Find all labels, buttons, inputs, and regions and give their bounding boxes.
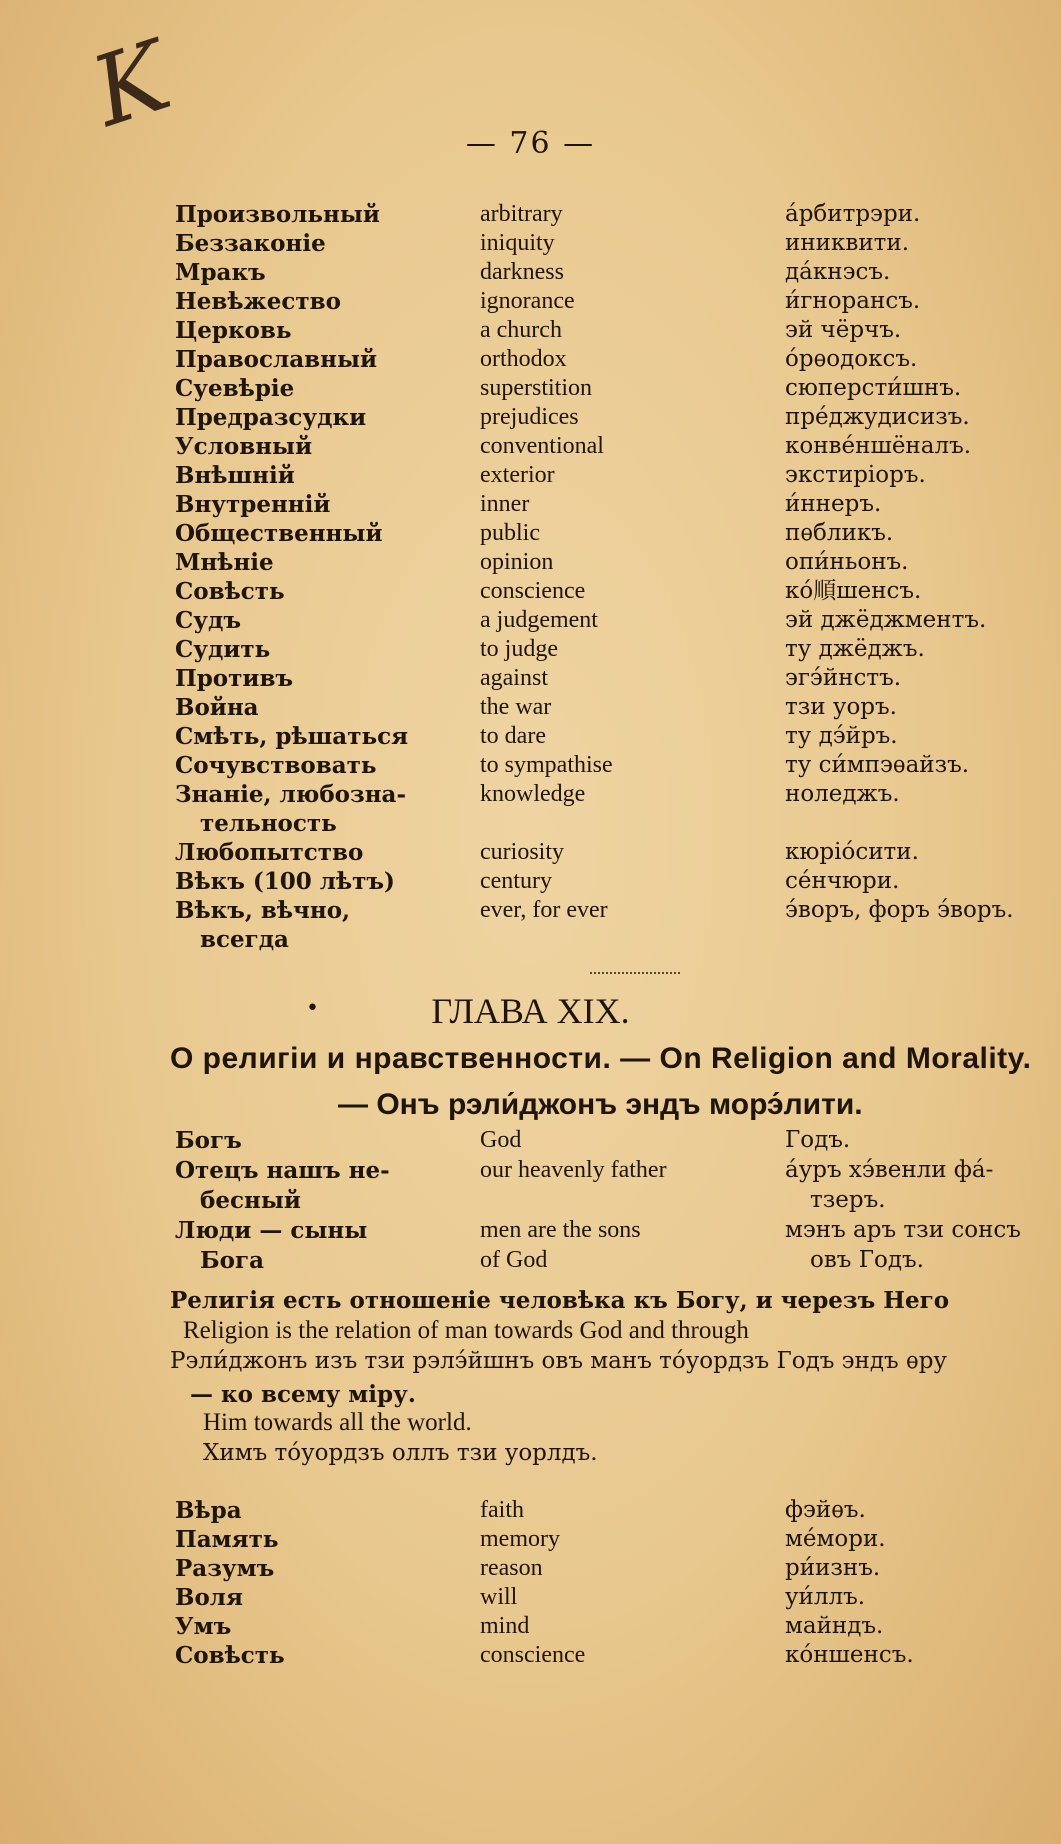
vocab-tr: сюперсти́шнъ. (785, 375, 962, 401)
vocab-en: the war (480, 694, 552, 720)
vocab-en: exterior (480, 462, 555, 488)
vocab-tr: эй чёрчъ. (785, 317, 902, 343)
vocab-en: ignorance (480, 288, 575, 314)
vocab-en: to dare (480, 723, 546, 749)
vocab-ru: Беззаконіе (175, 230, 326, 257)
vocab-tr: ту дэ́йръ. (785, 723, 898, 749)
handwritten-mark: K (79, 19, 183, 149)
vocab-ru: Умъ (175, 1613, 232, 1640)
vocab-ru: Разумъ (175, 1555, 275, 1582)
vocab-tr: тзи уоръ. (785, 694, 897, 720)
vocab-tr: се́нчюри. (785, 868, 900, 894)
vocab-ru: Вѣра (175, 1497, 242, 1524)
vocab-en: mind (480, 1613, 530, 1639)
vocab-tr: ко́ншенсъ. (785, 1642, 914, 1668)
vocab-en: faith (480, 1497, 524, 1523)
vocab-ru: Судить (175, 636, 271, 663)
page-number: — 76 — (465, 126, 596, 161)
vocab-tr: конве́ншёналъ. (785, 433, 972, 459)
vocab-en: to sympathise (480, 752, 613, 778)
vocab-ru: Предразсудки (175, 404, 367, 431)
vocab-ru: Произвольный (175, 201, 380, 228)
vocab-en: men are the sons (480, 1217, 641, 1243)
vocab-ru: Богъ (175, 1127, 242, 1154)
vocab-tr: пѳбликъ. (785, 520, 894, 546)
vocab-en: darkness (480, 259, 564, 285)
vocab-en: arbitrary (480, 201, 563, 227)
section-heading: О религіи и нравственности. — On Religion and Morality. (170, 1042, 1032, 1075)
vocab-ru: Знаніе, любозна- (175, 781, 406, 808)
vocab-tr: эй джёджментъ. (785, 607, 987, 633)
sentence-russian: Религія есть отношеніе человѣка къ Богу, и черезъ Него (170, 1287, 950, 1314)
vocab-ru: Отецъ нашъ не- (175, 1157, 390, 1184)
vocab-ru: бесный (200, 1187, 301, 1214)
vocab-en: memory (480, 1526, 560, 1552)
vocab-ru: Внѣшній (175, 462, 295, 489)
vocab-tr: опи́ньонъ. (785, 549, 909, 575)
vocab-ru: Общественный (175, 520, 383, 547)
vocab-tr: овъ Годъ. (810, 1247, 924, 1273)
vocab-tr: и́гнорансъ. (785, 288, 921, 314)
vocab-ru: Православный (175, 346, 378, 373)
vocab-en: God (480, 1127, 522, 1153)
vocab-en: conventional (480, 433, 604, 459)
vocab-ru: Совѣсть (175, 1642, 285, 1669)
vocab-ru: Вѣкъ (100 лѣтъ) (175, 868, 395, 895)
vocab-tr: ноледжъ. (785, 781, 900, 807)
vocab-en: century (480, 868, 552, 894)
vocab-ru: Судъ (175, 607, 242, 634)
vocab-en: conscience (480, 1642, 586, 1668)
vocab-ru: Смѣть, рѣшаться (175, 723, 409, 750)
vocab-en: to judge (480, 636, 558, 662)
vocab-tr: ту джёджъ. (785, 636, 925, 662)
sentence-russian-cont: — ко всему міру. (190, 1381, 416, 1408)
vocab-ru: всегда (200, 926, 289, 953)
vocab-en: of God (480, 1247, 548, 1273)
vocab-en: against (480, 665, 548, 691)
bullet-dot: • (306, 996, 319, 1021)
vocab-tr: ко́順шенсъ. (785, 578, 922, 604)
divider-squiggle (590, 972, 680, 980)
vocab-tr: о́рѳодоксъ. (785, 346, 918, 372)
vocab-en: inner (480, 491, 530, 517)
vocab-tr: эгэ́йнстъ. (785, 665, 902, 691)
vocab-tr: уи́ллъ. (785, 1584, 866, 1610)
vocab-ru: Невѣжество (175, 288, 341, 315)
vocab-tr: майндъ. (785, 1613, 884, 1639)
vocab-ru: Бога (200, 1247, 264, 1274)
vocab-tr: а́уръ хэ́венли фа́- (785, 1157, 994, 1183)
vocab-ru: Война (175, 694, 259, 721)
vocab-tr: ме́мори. (785, 1526, 886, 1552)
vocab-tr: экстиріоръ. (785, 462, 926, 488)
vocab-en: ever, for ever (480, 897, 608, 923)
vocab-en: knowledge (480, 781, 586, 807)
vocab-tr: да́кнэсъ. (785, 259, 891, 285)
vocab-tr: иниквити. (785, 230, 910, 256)
vocab-tr: кюріо́сити. (785, 839, 919, 865)
vocab-ru: Люди — сыны (175, 1217, 368, 1244)
sentence-transcription: Рэли́джонъ изъ тзи рэлэ́йшнъ овъ манъ то́уордзъ Годъ эндъ ѳру (170, 1348, 947, 1374)
vocab-ru: Церковь (175, 317, 292, 344)
vocab-en: will (480, 1584, 518, 1610)
vocab-en: a judgement (480, 607, 598, 633)
vocab-en: our heavenly father (480, 1157, 667, 1183)
vocab-en: curiosity (480, 839, 564, 865)
vocab-tr: ту си́мпэѳайзъ. (785, 752, 970, 778)
sentence-transcription-cont: Химъ то́уордзъ оллъ тзи уорлдъ. (203, 1440, 598, 1466)
vocab-ru: тельность (200, 810, 337, 837)
vocab-ru: Совѣсть (175, 578, 285, 605)
vocab-tr: пре́джудисизъ. (785, 404, 970, 430)
vocab-tr: а́рбитрэри. (785, 201, 921, 227)
vocab-en: prejudices (480, 404, 579, 430)
vocab-en: opinion (480, 549, 554, 575)
vocab-en: reason (480, 1555, 543, 1581)
vocab-en: superstition (480, 375, 592, 401)
vocab-ru: Условный (175, 433, 313, 460)
vocab-ru: Внутренній (175, 491, 331, 518)
vocab-ru: Противъ (175, 665, 294, 692)
vocab-en: public (480, 520, 540, 546)
vocab-ru: Вѣкъ, вѣчно, (175, 897, 351, 924)
section-heading-transcription: — Онъ рэли́джонъ эндъ морэ́лити. (338, 1088, 863, 1121)
vocab-tr: и́ннеръ. (785, 491, 882, 517)
vocab-en: iniquity (480, 230, 555, 256)
vocab-tr: фэйѳъ. (785, 1497, 866, 1523)
vocab-ru: Любопытство (175, 839, 364, 866)
vocab-ru: Суевѣріе (175, 375, 295, 402)
vocab-tr: э́воръ, форъ э́воръ. (785, 897, 1014, 923)
vocab-ru: Память (175, 1526, 279, 1553)
vocab-en: conscience (480, 578, 586, 604)
vocab-ru: Сочувствовать (175, 752, 377, 779)
vocab-ru: Воля (175, 1584, 243, 1611)
vocab-tr: Годъ. (785, 1127, 851, 1153)
vocab-tr: ри́изнъ. (785, 1555, 881, 1581)
sentence-english: Religion is the relation of man towards God and through (183, 1317, 749, 1344)
vocab-ru: Мнѣніе (175, 549, 274, 576)
vocab-tr: тзеръ. (810, 1187, 886, 1213)
vocab-en: a church (480, 317, 562, 343)
sentence-english-cont: Him towards all the world. (203, 1409, 472, 1436)
chapter-title: ГЛАВА XIX. (431, 991, 630, 1031)
vocab-ru: Мракъ (175, 259, 266, 286)
vocab-en: orthodox (480, 346, 567, 372)
vocab-tr: мэнъ аръ тзи сонсъ (785, 1217, 1021, 1243)
